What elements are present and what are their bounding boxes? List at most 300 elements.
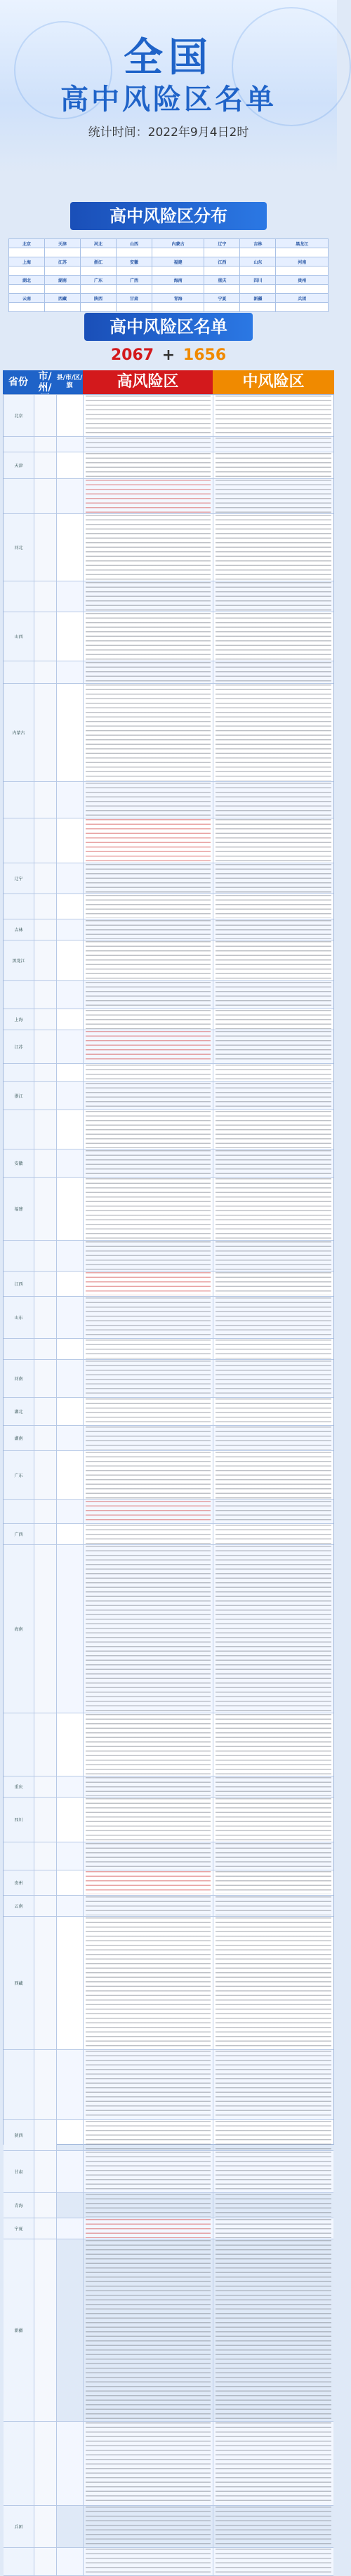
province-cell: 黑龙江 bbox=[4, 940, 34, 980]
high-risk-text-lines bbox=[86, 783, 211, 817]
high-risk-text-lines bbox=[86, 2194, 211, 2217]
city-cell bbox=[34, 1178, 57, 1240]
high-risk-cell bbox=[84, 940, 213, 980]
high-risk-cell bbox=[84, 437, 213, 452]
province-cell: 北京 bbox=[4, 395, 34, 436]
city-cell bbox=[34, 863, 57, 893]
high-risk-text-lines bbox=[86, 864, 211, 893]
province-cell: 海南 bbox=[4, 1545, 34, 1713]
table-row bbox=[4, 1009, 333, 1030]
high-risk-text-lines bbox=[86, 1777, 211, 1796]
list-banner: 高中风险区名单 bbox=[84, 313, 253, 341]
mid-risk-text-lines bbox=[216, 1010, 331, 1029]
mid-risk-text-lines bbox=[216, 2219, 331, 2238]
mid-risk-cell bbox=[213, 1064, 333, 1081]
province-cell: 河北 bbox=[4, 514, 34, 581]
province-cell: 兵团 bbox=[276, 294, 329, 303]
district-cell bbox=[57, 437, 84, 452]
province-cell: 江苏 bbox=[44, 257, 80, 267]
province-cell: 天津 bbox=[44, 239, 80, 248]
distribution-row bbox=[9, 267, 329, 276]
high-risk-cell bbox=[84, 612, 213, 661]
high-risk-text-lines bbox=[86, 1031, 211, 1063]
mid-risk-cell bbox=[213, 1241, 333, 1271]
mid-risk-text-lines bbox=[216, 783, 331, 817]
province-cell: 西藏 bbox=[44, 294, 80, 303]
city-cell bbox=[34, 2218, 57, 2239]
table-row bbox=[4, 1776, 333, 1798]
count-cell bbox=[9, 248, 45, 257]
high-risk-text-lines bbox=[86, 2219, 211, 2238]
table-row bbox=[4, 2506, 333, 2548]
mid-risk-text-lines bbox=[216, 864, 331, 893]
mid-risk-cell bbox=[213, 1297, 333, 1338]
table-row bbox=[4, 919, 333, 940]
stat-time: 统计时间：2022年9月4日2时 bbox=[88, 126, 249, 140]
mid-risk-text-lines bbox=[216, 1361, 331, 1396]
mid-risk-cell bbox=[213, 2239, 333, 2421]
page-subtitle: 高中风险区名单 bbox=[60, 83, 277, 116]
col-mid-risk: 中风险区 bbox=[213, 370, 334, 394]
district-cell bbox=[57, 514, 84, 581]
high-risk-cell bbox=[84, 894, 213, 919]
count-cell bbox=[116, 267, 152, 276]
province-cell: 陕西 bbox=[80, 294, 116, 303]
table-row bbox=[4, 1398, 333, 1426]
page-title: 全国 bbox=[124, 35, 213, 81]
province-cell: 安徽 bbox=[116, 257, 152, 267]
district-cell bbox=[57, 1272, 84, 1296]
mid-risk-cell bbox=[213, 395, 333, 436]
high-risk-cell bbox=[84, 1149, 213, 1177]
high-risk-text-lines bbox=[86, 2422, 211, 2504]
mid-risk-cell bbox=[213, 981, 333, 1009]
province-cell: 河南 bbox=[276, 257, 329, 267]
high-risk-text-lines bbox=[86, 1501, 211, 1523]
mid-risk-text-lines bbox=[216, 895, 331, 918]
high-risk-text-lines bbox=[86, 1798, 211, 1841]
high-risk-text-lines bbox=[86, 438, 211, 451]
mid-risk-cell bbox=[213, 1339, 333, 1359]
mid-risk-cell bbox=[213, 661, 333, 683]
count-cell bbox=[276, 285, 329, 294]
province-cell: 吉林 bbox=[240, 239, 276, 248]
city-cell bbox=[34, 1545, 57, 1713]
city-cell bbox=[34, 1082, 57, 1110]
header-banner bbox=[0, 0, 337, 173]
mid-risk-text-lines bbox=[216, 1111, 331, 1148]
city-cell bbox=[34, 1009, 57, 1030]
province-cell: 山西 bbox=[116, 239, 152, 248]
table-row bbox=[4, 863, 333, 894]
mid-risk-text-lines bbox=[216, 1777, 331, 1796]
high-risk-text-lines bbox=[86, 1340, 211, 1358]
province-cell bbox=[4, 1241, 34, 1271]
table-row bbox=[4, 782, 333, 818]
table-row bbox=[4, 2422, 333, 2506]
city-cell bbox=[34, 1149, 57, 1177]
province-cell: 宁夏 bbox=[4, 2218, 34, 2239]
table-row bbox=[4, 1524, 333, 1545]
mid-risk-cell bbox=[213, 452, 333, 478]
mid-risk-cell bbox=[213, 1776, 333, 1797]
mid-risk-text-lines bbox=[216, 1178, 331, 1239]
mid-risk-cell bbox=[213, 2548, 333, 2575]
high-risk-cell bbox=[84, 1713, 213, 1776]
mid-risk-text-lines bbox=[216, 480, 331, 513]
table-row bbox=[4, 2193, 333, 2218]
district-cell bbox=[57, 1030, 84, 1063]
district-cell bbox=[57, 1798, 84, 1842]
col-province: 省份 bbox=[3, 370, 34, 394]
city-cell bbox=[34, 2050, 57, 2119]
province-cell: 广东 bbox=[80, 276, 116, 285]
count-cell bbox=[152, 248, 204, 257]
count-cell bbox=[80, 303, 116, 312]
high-risk-text-lines bbox=[86, 480, 211, 513]
table-row bbox=[4, 395, 333, 437]
district-cell bbox=[57, 1178, 84, 1240]
distribution-row bbox=[9, 294, 329, 303]
province-cell bbox=[4, 818, 34, 863]
mid-risk-cell bbox=[213, 1398, 333, 1425]
mid-risk-cell bbox=[213, 514, 333, 581]
high-risk-text-lines bbox=[86, 2121, 211, 2150]
district-cell bbox=[57, 1545, 84, 1713]
mid-risk-cell bbox=[213, 1272, 333, 1296]
province-cell bbox=[4, 2422, 34, 2505]
province-cell: 上海 bbox=[4, 1009, 34, 1030]
high-risk-cell bbox=[84, 1524, 213, 1544]
mid-risk-text-lines bbox=[216, 1427, 331, 1450]
table-row bbox=[4, 1426, 333, 1451]
count-cell bbox=[80, 285, 116, 294]
high-risk-text-lines bbox=[86, 1871, 211, 1894]
risk-area-table bbox=[3, 394, 334, 2530]
count-cell bbox=[204, 267, 240, 276]
high-risk-cell bbox=[84, 1426, 213, 1450]
district-cell bbox=[57, 612, 84, 661]
high-risk-cell bbox=[84, 1030, 213, 1063]
mid-risk-text-lines bbox=[216, 2549, 331, 2575]
mid-risk-text-lines bbox=[216, 1083, 331, 1109]
high-risk-cell bbox=[84, 661, 213, 683]
high-risk-cell bbox=[84, 1360, 213, 1397]
province-cell: 河北 bbox=[80, 239, 116, 248]
province-cell: 山东 bbox=[4, 1297, 34, 1338]
city-cell bbox=[34, 818, 57, 863]
distribution-row bbox=[9, 257, 329, 267]
district-cell bbox=[57, 1842, 84, 1870]
province-cell bbox=[4, 1713, 34, 1776]
high-risk-cell bbox=[84, 2506, 213, 2547]
district-cell bbox=[57, 2239, 84, 2421]
district-cell bbox=[57, 661, 84, 683]
count-cell bbox=[44, 248, 80, 257]
table-row bbox=[4, 1360, 333, 1398]
mid-risk-text-lines bbox=[216, 1843, 331, 1869]
mid-risk-text-lines bbox=[216, 1871, 331, 1894]
mid-risk-cell bbox=[213, 863, 333, 893]
province-cell: 兵团 bbox=[4, 2506, 34, 2547]
province-cell: 河南 bbox=[4, 1360, 34, 1397]
city-cell bbox=[34, 2193, 57, 2218]
province-cell: 江西 bbox=[204, 257, 240, 267]
district-cell bbox=[57, 1082, 84, 1110]
province-cell: 福建 bbox=[4, 1178, 34, 1240]
province-cell: 内蒙古 bbox=[152, 239, 204, 248]
table-row bbox=[4, 2050, 333, 2120]
mid-risk-text-lines bbox=[216, 920, 331, 939]
province-cell bbox=[4, 581, 34, 612]
province-cell: 四川 bbox=[240, 276, 276, 285]
district-cell bbox=[57, 940, 84, 980]
table-row bbox=[4, 452, 333, 479]
district-cell bbox=[57, 1009, 84, 1030]
count-cell bbox=[204, 285, 240, 294]
city-cell bbox=[34, 452, 57, 478]
distribution-row bbox=[9, 303, 329, 312]
city-cell bbox=[34, 395, 57, 436]
mid-risk-cell bbox=[213, 1426, 333, 1450]
table-row bbox=[4, 1842, 333, 1870]
count-cell bbox=[80, 248, 116, 257]
high-risk-text-lines bbox=[86, 819, 211, 862]
mid-risk-cell bbox=[213, 894, 333, 919]
table-row bbox=[4, 1917, 333, 2050]
high-risk-text-lines bbox=[86, 1150, 211, 1176]
high-risk-text-lines bbox=[86, 1010, 211, 1029]
city-cell bbox=[34, 2548, 57, 2575]
district-cell bbox=[57, 2050, 84, 2119]
high-risk-cell bbox=[84, 2218, 213, 2239]
table-row bbox=[4, 1149, 333, 1178]
count-cell bbox=[9, 303, 45, 312]
city-cell bbox=[34, 479, 57, 513]
district-cell bbox=[57, 1451, 84, 1499]
province-cell bbox=[4, 437, 34, 452]
high-risk-text-lines bbox=[86, 515, 211, 580]
high-risk-cell bbox=[84, 1451, 213, 1499]
district-cell bbox=[57, 1524, 84, 1544]
mid-risk-cell bbox=[213, 1451, 333, 1499]
mid-risk-text-lines bbox=[216, 685, 331, 781]
count-cell bbox=[152, 303, 204, 312]
mid-risk-text-lines bbox=[216, 662, 331, 682]
province-cell bbox=[4, 782, 34, 818]
high-risk-text-lines bbox=[86, 1843, 211, 1869]
high-risk-text-lines bbox=[86, 1272, 211, 1295]
province-cell: 山西 bbox=[4, 612, 34, 661]
col-high-risk: 高风险区 bbox=[83, 370, 213, 394]
high-risk-text-lines bbox=[86, 941, 211, 980]
high-risk-text-lines bbox=[86, 396, 211, 436]
city-cell bbox=[34, 1297, 57, 1338]
mid-risk-text-lines bbox=[216, 982, 331, 1008]
province-cell: 天津 bbox=[4, 452, 34, 478]
table-row bbox=[4, 1272, 333, 1297]
province-cell: 黑龙江 bbox=[276, 239, 329, 248]
high-risk-cell bbox=[84, 2120, 213, 2150]
mid-risk-text-lines bbox=[216, 1272, 331, 1295]
district-cell bbox=[57, 981, 84, 1009]
city-cell bbox=[34, 2422, 57, 2505]
mid-count: 1656 bbox=[183, 346, 227, 364]
province-cell: 甘肃 bbox=[116, 294, 152, 303]
table-row bbox=[4, 1064, 333, 1082]
province-cell bbox=[4, 1339, 34, 1359]
table-row bbox=[4, 684, 333, 782]
mid-risk-text-lines bbox=[216, 1546, 331, 1712]
mid-risk-cell bbox=[213, 581, 333, 612]
city-cell bbox=[34, 1339, 57, 1359]
mid-risk-text-lines bbox=[216, 438, 331, 451]
high-risk-cell bbox=[84, 2193, 213, 2218]
province-cell bbox=[4, 2548, 34, 2575]
province-cell bbox=[4, 2050, 34, 2119]
mid-risk-cell bbox=[213, 1798, 333, 1842]
province-cell: 江西 bbox=[4, 1272, 34, 1296]
city-cell bbox=[34, 1896, 57, 1916]
high-risk-text-lines bbox=[86, 1178, 211, 1239]
city-cell bbox=[34, 1398, 57, 1425]
district-cell bbox=[57, 2506, 84, 2547]
mid-risk-text-lines bbox=[216, 2422, 331, 2504]
mid-risk-text-lines bbox=[216, 2152, 331, 2192]
mid-risk-cell bbox=[213, 1917, 333, 2049]
count-cell bbox=[9, 285, 45, 294]
count-cell bbox=[204, 248, 240, 257]
table-row bbox=[4, 437, 333, 452]
district-cell bbox=[57, 1776, 84, 1797]
city-cell bbox=[34, 1426, 57, 1450]
province-cell: 青海 bbox=[4, 2193, 34, 2218]
city-cell bbox=[34, 437, 57, 452]
district-cell bbox=[57, 1064, 84, 1081]
count-cell bbox=[152, 267, 204, 276]
table-row bbox=[4, 2120, 333, 2151]
province-cell: 新疆 bbox=[4, 2239, 34, 2421]
high-risk-cell bbox=[84, 1064, 213, 1081]
high-risk-cell bbox=[84, 1272, 213, 1296]
high-risk-cell bbox=[84, 1178, 213, 1240]
high-risk-text-lines bbox=[86, 2549, 211, 2575]
province-cell: 北京 bbox=[9, 239, 45, 248]
mid-risk-text-lines bbox=[216, 1452, 331, 1499]
district-cell bbox=[57, 395, 84, 436]
high-risk-cell bbox=[84, 1082, 213, 1110]
high-risk-cell bbox=[84, 1842, 213, 1870]
city-cell bbox=[34, 782, 57, 818]
mid-risk-cell bbox=[213, 1870, 333, 1895]
district-cell bbox=[57, 1896, 84, 1916]
count-cell bbox=[152, 285, 204, 294]
province-cell: 福建 bbox=[152, 257, 204, 267]
district-cell bbox=[57, 2422, 84, 2505]
district-cell bbox=[57, 1426, 84, 1450]
table-row bbox=[4, 1030, 333, 1064]
count-cell bbox=[240, 248, 276, 257]
high-risk-text-lines bbox=[86, 1083, 211, 1109]
table-row bbox=[4, 940, 333, 981]
province-cell: 浙江 bbox=[4, 1082, 34, 1110]
province-cell: 湖南 bbox=[44, 276, 80, 285]
city-cell bbox=[34, 940, 57, 980]
district-cell bbox=[57, 2151, 84, 2192]
mid-risk-cell bbox=[213, 2050, 333, 2119]
district-cell bbox=[57, 1241, 84, 1271]
province-cell bbox=[4, 981, 34, 1009]
province-cell: 湖南 bbox=[4, 1426, 34, 1450]
mid-risk-text-lines bbox=[216, 1150, 331, 1176]
high-risk-cell bbox=[84, 1798, 213, 1842]
district-cell bbox=[57, 1500, 84, 1523]
province-cell: 贵州 bbox=[4, 1870, 34, 1895]
mid-risk-text-lines bbox=[216, 1714, 331, 1775]
high-risk-cell bbox=[84, 2050, 213, 2119]
high-risk-text-lines bbox=[86, 1917, 211, 2049]
high-risk-cell bbox=[84, 2548, 213, 2575]
high-risk-text-lines bbox=[86, 1714, 211, 1775]
risk-counts bbox=[0, 346, 337, 364]
high-risk-text-lines bbox=[86, 662, 211, 682]
province-cell: 宁夏 bbox=[204, 294, 240, 303]
city-cell bbox=[34, 661, 57, 683]
table-row bbox=[4, 1870, 333, 1896]
city-cell bbox=[34, 1776, 57, 1797]
count-cell bbox=[276, 248, 329, 257]
table-row bbox=[4, 1082, 333, 1110]
count-cell bbox=[240, 267, 276, 276]
mid-risk-cell bbox=[213, 1360, 333, 1397]
mid-risk-text-lines bbox=[216, 1896, 331, 1915]
province-cell: 甘肃 bbox=[4, 2151, 34, 2192]
table-row bbox=[4, 2239, 333, 2422]
mid-risk-text-lines bbox=[216, 1398, 331, 1424]
table-row bbox=[4, 818, 333, 863]
high-risk-text-lines bbox=[86, 1297, 211, 1337]
province-cell: 上海 bbox=[9, 257, 45, 267]
district-cell bbox=[57, 919, 84, 940]
province-cell bbox=[4, 1064, 34, 1081]
mid-risk-text-lines bbox=[216, 1065, 331, 1081]
city-cell bbox=[34, 981, 57, 1009]
mid-risk-cell bbox=[213, 2151, 333, 2192]
province-cell bbox=[4, 1110, 34, 1149]
city-cell bbox=[34, 2120, 57, 2150]
district-cell bbox=[57, 2193, 84, 2218]
district-cell bbox=[57, 2218, 84, 2239]
district-cell bbox=[57, 581, 84, 612]
high-risk-cell bbox=[84, 818, 213, 863]
high-risk-cell bbox=[84, 1297, 213, 1338]
province-cell bbox=[4, 1500, 34, 1523]
high-risk-text-lines bbox=[86, 582, 211, 611]
high-risk-text-lines bbox=[86, 2152, 211, 2192]
high-risk-text-lines bbox=[86, 895, 211, 918]
high-risk-text-lines bbox=[86, 453, 211, 478]
high-risk-text-lines bbox=[86, 1241, 211, 1270]
table-row bbox=[4, 1500, 333, 1524]
province-cell: 广西 bbox=[4, 1524, 34, 1544]
table-row bbox=[4, 612, 333, 661]
province-cell: 江苏 bbox=[4, 1030, 34, 1063]
high-risk-cell bbox=[84, 1896, 213, 1916]
city-cell bbox=[34, 612, 57, 661]
high-risk-cell bbox=[84, 863, 213, 893]
table-row bbox=[4, 2151, 333, 2193]
province-cell: 安徽 bbox=[4, 1149, 34, 1177]
